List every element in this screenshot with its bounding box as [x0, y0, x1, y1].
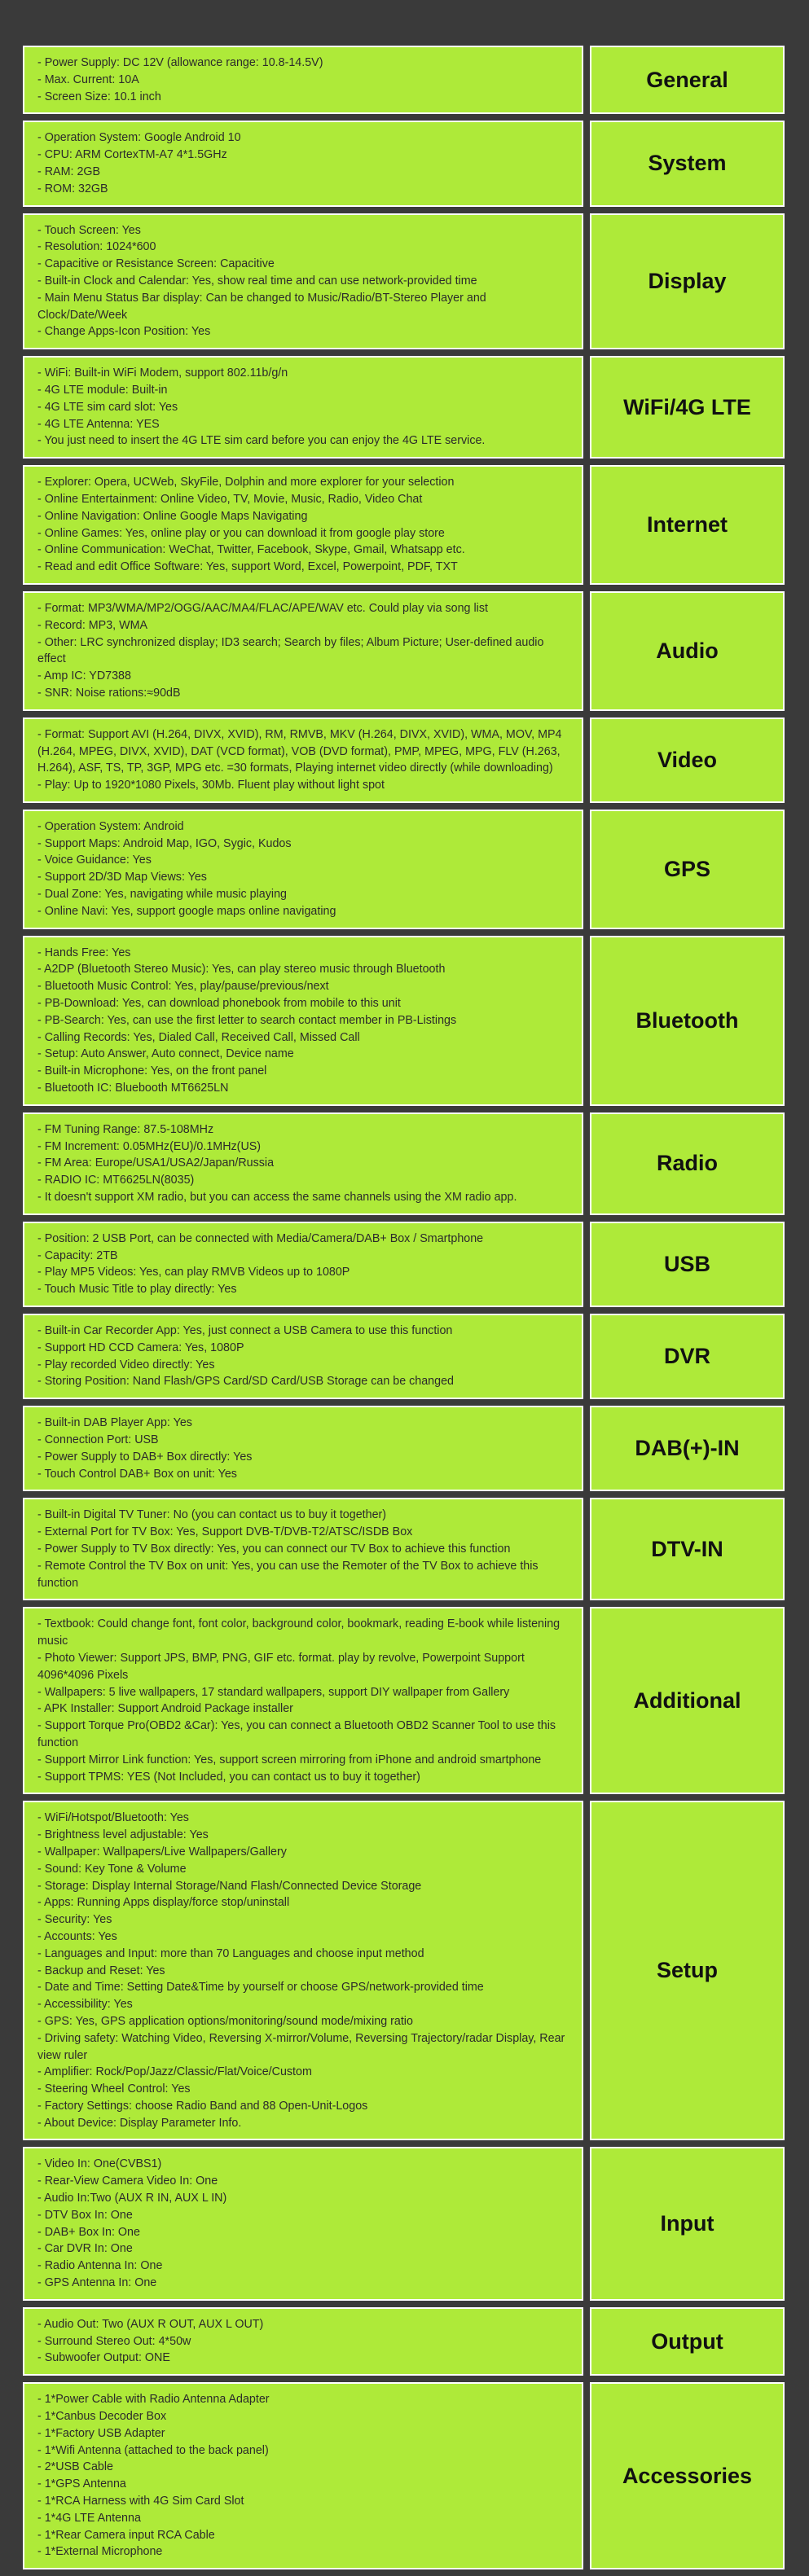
spec-description [23, 718, 583, 803]
spec-description [23, 1112, 583, 1215]
spec-line: - It doesn't support XM radio, but you can access the same channels using the XM radio app. [37, 1191, 517, 1205]
spec-line: - Power Supply to TV Box directly: Yes, you can connect our TV Box to achieve this function [37, 1542, 511, 1556]
spec-row [23, 1498, 785, 1600]
spec-category-label: USB [590, 1222, 785, 1307]
spec-category-label: DAB(+)-IN [590, 1406, 785, 1491]
spec-line: - FM Tuning Range: 87.5-108MHz [37, 1122, 214, 1136]
spec-category-label: Additional [590, 1607, 785, 1794]
spec-line: - Security: Yes [37, 1913, 112, 1927]
spec-line: - Support Torque Pro(OBD2 &Car): Yes, you can connect a Bluetooth OBD2 Scanner Tool to use this function [37, 1719, 556, 1749]
spec-line: - Power Supply to DAB+ Box directly: Yes [37, 1450, 253, 1464]
spec-category-label: DTV-IN [590, 1498, 785, 1600]
spec-line: - Max. Current: 10A [37, 72, 139, 86]
spec-line: - Position: 2 USB Port, can be connected with Media/Camera/DAB+ Box / Smartphone [37, 1231, 484, 1245]
spec-line: - Support TPMS: YES (Not Included, you can contact us to buy it together) [37, 1770, 420, 1784]
spec-line: - Setup: Auto Answer, Auto connect, Device name [37, 1047, 294, 1061]
spec-description [23, 356, 583, 459]
spec-line: - 4G LTE Antenna: YES [37, 417, 160, 431]
spec-line: - Support 2D/3D Map Views: Yes [37, 871, 207, 884]
spec-line: - WiFi: Built-in WiFi Modem, support 802.11b/g/n [37, 366, 288, 380]
spec-line: - Touch Control DAB+ Box on unit: Yes [37, 1467, 237, 1481]
spec-line: - 2*USB Cable [37, 2460, 113, 2474]
spec-category-label: Display [590, 213, 785, 350]
spec-line: - SNR: Noise rations:≈90dB [37, 686, 181, 700]
spec-line: - Record: MP3, WMA [37, 618, 148, 632]
spec-line: - Wallpapers: 5 live wallpapers, 17 standard wallpapers, support DIY wallpaper from Gallery [37, 1685, 510, 1699]
spec-line: - Capacity: 2TB [37, 1249, 118, 1262]
spec-line: - Audio Out: Two (AUX R OUT, AUX L OUT) [37, 2317, 264, 2331]
spec-description [23, 46, 583, 114]
spec-line: - Video In: One(CVBS1) [37, 2157, 162, 2171]
spec-category-label: GPS [590, 810, 785, 929]
spec-line: - Hands Free: Yes [37, 946, 131, 959]
spec-line: - Accounts: Yes [37, 1929, 117, 1943]
spec-line: - Textbook: Could change font, font color, background color, bookmark, reading E-book while listening music [37, 1617, 561, 1648]
spec-line: - Built-in Car Recorder App: Yes, just connect a USB Camera to use this function [37, 1324, 453, 1338]
spec-line: - Sound: Key Tone & Volume [37, 1862, 187, 1876]
spec-line: - 1*Canbus Decoder Box [37, 2410, 167, 2424]
spec-line: - Play MP5 Videos: Yes, can play RMVB Videos up to 1080P [37, 1266, 350, 1279]
spec-line: - 1*External Microphone [37, 2545, 163, 2559]
spec-line: - Play recorded Video directly: Yes [37, 1358, 215, 1371]
spec-line: - RAM: 2GB [37, 165, 101, 178]
spec-line: - Explorer: Opera, UCWeb, SkyFile, Dolphin and more explorer for your selection [37, 476, 455, 489]
spec-line: - External Port for TV Box: Yes, Support DVB-T/DVB-T2/ATSC/ISDB Box [37, 1525, 413, 1539]
spec-line: - Resolution: 1024*600 [37, 240, 156, 254]
spec-line: - Apps: Running Apps display/force stop/uninstall [37, 1896, 290, 1910]
spec-line: - Online Communication: WeChat, Twitter, Facebook, Skype, Gmail, Whatsapp etc. [37, 543, 465, 557]
spec-line: - Power Supply: DC 12V (allowance range: 10.8-14.5V) [37, 56, 323, 69]
spec-line: - Storage: Display Internal Storage/Nand Flash/Connected Device Storage [37, 1879, 422, 1893]
spec-table [23, 46, 785, 2576]
spec-line: - Format: MP3/WMA/MP2/OGG/AAC/MA4/FLAC/APE/WAV etc. Could play via song list [37, 601, 488, 615]
spec-category-label: Internet [590, 465, 785, 585]
spec-row [23, 936, 785, 1106]
spec-line: - APK Installer: Support Android Package installer [37, 1702, 293, 1716]
spec-row [23, 1112, 785, 1215]
spec-row [23, 46, 785, 114]
spec-line: - Bluetooth Music Control: Yes, play/pause/previous/next [37, 980, 329, 994]
spec-line: - Change Apps-Icon Position: Yes [37, 325, 211, 339]
spec-description [23, 121, 583, 206]
spec-description [23, 2382, 583, 2569]
spec-line: - 1*Power Cable with Radio Antenna Adapter [37, 2393, 270, 2407]
spec-line: - PB-Search: Yes, can use the first letter to search contact member in PB-Listings [37, 1013, 457, 1027]
spec-category-label: Audio [590, 591, 785, 711]
spec-line: - A2DP (Bluetooth Stereo Music): Yes, can play stereo music through Bluetooth [37, 963, 446, 976]
spec-row [23, 2147, 785, 2300]
spec-category-label: Output [590, 2307, 785, 2376]
spec-description [23, 465, 583, 585]
spec-description [23, 591, 583, 711]
spec-line: - DTV Box In: One [37, 2208, 133, 2222]
spec-row [23, 1801, 785, 2140]
spec-line: - Steering Wheel Control: Yes [37, 2082, 191, 2096]
spec-line: - RADIO IC: MT6625LN(8035) [37, 1174, 195, 1187]
spec-line: - GPS: Yes, GPS application options/monitoring/sound mode/mixing ratio [37, 2014, 413, 2028]
spec-line: - Touch Screen: Yes [37, 223, 141, 237]
spec-line: - Built-in Microphone: Yes, on the front panel [37, 1064, 267, 1078]
spec-line: - Radio Antenna In: One [37, 2259, 163, 2273]
spec-row [23, 213, 785, 350]
spec-line: - GPS Antenna In: One [37, 2276, 157, 2290]
spec-line: - Other: LRC synchronized display; ID3 search; Search by files; Album Picture; User-defined audio effect [37, 635, 544, 666]
spec-line: - Surround Stereo Out: 4*50w [37, 2334, 191, 2348]
spec-line: - Capacitive or Resistance Screen: Capacitive [37, 257, 275, 271]
spec-description [23, 1406, 583, 1491]
spec-line: - FM Increment: 0.05MHz(EU)/0.1MHz(US) [37, 1139, 262, 1153]
spec-line: - ROM: 32GB [37, 182, 108, 195]
spec-row [23, 718, 785, 803]
spec-row [23, 2382, 785, 2569]
spec-line: - Operation System: Android [37, 819, 184, 833]
spec-category-label: Bluetooth [590, 936, 785, 1106]
spec-line: - Factory Settings: choose Radio Band and 88 Open-Unit-Logos [37, 2099, 368, 2113]
spec-line: - Main Menu Status Bar display: Can be changed to Music/Radio/BT-Stereo Player and Clock/Date/Week [37, 291, 486, 322]
spec-description [23, 1222, 583, 1307]
spec-line: - Built-in Digital TV Tuner: No (you can contact us to buy it together) [37, 1508, 387, 1522]
spec-description [23, 810, 583, 929]
spec-line: - Dual Zone: Yes, navigating while music playing [37, 888, 287, 902]
spec-line: - 1*RCA Harness with 4G Sim Card Slot [37, 2495, 244, 2508]
spec-line: - Online Entertainment: Online Video, TV, Movie, Music, Radio, Video Chat [37, 492, 423, 506]
spec-description [23, 1498, 583, 1600]
spec-line: - CPU: ARM CortexTM-A7 4*1.5GHz [37, 148, 227, 162]
spec-row [23, 591, 785, 711]
spec-line: - Online Games: Yes, online play or you can download it from google play store [37, 526, 445, 540]
spec-category-label: Accessories [590, 2382, 785, 2569]
spec-line: - Audio In:Two (AUX R IN, AUX L IN) [37, 2192, 227, 2205]
spec-line: - Remote Control the TV Box on unit: Yes, you can use the Remoter of the TV Box to achieve this function [37, 1559, 539, 1590]
spec-line: - 1*Rear Camera input RCA Cable [37, 2528, 215, 2542]
spec-row [23, 1406, 785, 1491]
spec-line: - Support Mirror Link function: Yes, support screen mirroring from iPhone and android smartphone [37, 1753, 542, 1766]
spec-category-label: System [590, 121, 785, 206]
spec-line: - About Device: Display Parameter Info. [37, 2116, 242, 2130]
spec-line: - Format: Support AVI (H.264, DIVX, XVID), RM, RMVB, MKV (H.264, DIVX, XVID), WMA, MOV, MP4 (H.264, MPEG, DIVX, XVID), DAT (VCD format), VOB (DVD format), PMP, MPEG, MPG, FLV (H.263, H.264), ASF, TS, TP, 3GP, MPG etc. =30 formats, Playing internet video directly (while downloading) [37, 727, 562, 775]
spec-row [23, 810, 785, 929]
spec-line: - Built-in DAB Player App: Yes [37, 1416, 192, 1430]
spec-line: - Online Navigation: Online Google Maps Navigating [37, 509, 308, 523]
spec-line: - Subwoofer Output: ONE [37, 2351, 170, 2365]
spec-line: - Support HD CCD Camera: Yes, 1080P [37, 1341, 244, 1354]
spec-line: - FM Area: Europe/USA1/USA2/Japan/Russia [37, 1156, 275, 1170]
spec-category-label: Setup [590, 1801, 785, 2140]
spec-line: - Calling Records: Yes, Dialed Call, Received Call, Missed Call [37, 1030, 360, 1044]
spec-row [23, 356, 785, 459]
spec-line: - Play: Up to 1920*1080 Pixels, 30Mb. Fluent play without light spot [37, 779, 385, 792]
spec-row [23, 121, 785, 206]
spec-line: - Accessibility: Yes [37, 1998, 133, 2012]
spec-description [23, 936, 583, 1106]
spec-line: - Operation System: Google Android 10 [37, 131, 241, 145]
spec-line: - Storing Position: Nand Flash/GPS Card/SD Card/USB Storage can be changed [37, 1375, 454, 1389]
spec-line: - Car DVR In: One [37, 2242, 133, 2256]
spec-line: - Amplifier: Rock/Pop/Jazz/Classic/Flat/Voice/Custom [37, 2065, 312, 2079]
spec-line: - You just need to insert the 4G LTE sim card before you can enjoy the 4G LTE service. [37, 434, 486, 448]
spec-description [23, 2147, 583, 2300]
spec-line: - Wallpaper: Wallpapers/Live Wallpapers/Gallery [37, 1845, 287, 1858]
spec-description [23, 2307, 583, 2376]
spec-line: - Rear-View Camera Video In: One [37, 2174, 218, 2188]
spec-line: - Touch Music Title to play directly: Yes [37, 1283, 237, 1297]
spec-line: - Voice Guidance: Yes [37, 854, 152, 867]
spec-line: - Backup and Reset: Yes [37, 1964, 165, 1977]
spec-line: - DAB+ Box In: One [37, 2225, 140, 2239]
spec-description [23, 1607, 583, 1794]
spec-line: - Brightness level adjustable: Yes [37, 1828, 209, 1842]
spec-line: - 1*Factory USB Adapter [37, 2426, 165, 2440]
spec-category-label: General [590, 46, 785, 114]
spec-line: - 1*4G LTE Antenna [37, 2511, 141, 2525]
spec-category-label: DVR [590, 1314, 785, 1399]
spec-row [23, 1607, 785, 1794]
spec-line: - 4G LTE sim card slot: Yes [37, 400, 178, 414]
spec-category-label: Video [590, 718, 785, 803]
spec-line: - 4G LTE module: Built-in [37, 383, 168, 397]
spec-line: - Built-in Clock and Calendar: Yes, show real time and can use network-provided time [37, 274, 477, 287]
spec-line: - Photo Viewer: Support JPS, BMP, PNG, GIF etc. format. play by revolve, Powerpoint Support 4096*4096 Pixels [37, 1651, 525, 1682]
spec-line: - Support Maps: Android Map, IGO, Sygic, Kudos [37, 836, 292, 850]
spec-line: - Date and Time: Setting Date&Time by yourself or choose GPS/network-provided time [37, 1981, 484, 1995]
spec-description [23, 1314, 583, 1399]
spec-line: - Amp IC: YD7388 [37, 669, 131, 683]
spec-row [23, 465, 785, 585]
spec-line: - Screen Size: 10.1 inch [37, 90, 161, 103]
spec-line: - Connection Port: USB [37, 1433, 159, 1446]
spec-description [23, 1801, 583, 2140]
spec-category-label: WiFi/4G LTE [590, 356, 785, 459]
spec-line: - Driving safety: Watching Video, Reversing X-mirror/Volume, Reversing Trajectory/radar Display, Rear view ruler [37, 2031, 565, 2062]
spec-row [23, 1222, 785, 1307]
spec-description [23, 213, 583, 350]
spec-line: - 1*Wifi Antenna (attached to the back panel) [37, 2443, 269, 2457]
spec-line: - 1*GPS Antenna [37, 2477, 126, 2491]
spec-row [23, 1314, 785, 1399]
spec-line: - WiFi/Hotspot/Bluetooth: Yes [37, 1811, 189, 1825]
spec-line: - Languages and Input: more than 70 Languages and choose input method [37, 1946, 424, 1960]
spec-row [23, 2307, 785, 2376]
spec-line: - Online Navi: Yes, support google maps online navigating [37, 904, 336, 918]
spec-line: - Read and edit Office Software: Yes, support Word, Excel, Powerpoint, PDF, TXT [37, 560, 458, 574]
spec-category-label: Input [590, 2147, 785, 2300]
spec-line: - PB-Download: Yes, can download phonebook from mobile to this unit [37, 997, 401, 1011]
spec-category-label: Radio [590, 1112, 785, 1215]
spec-line: - Bluetooth IC: Bluebooth MT6625LN [37, 1082, 229, 1095]
